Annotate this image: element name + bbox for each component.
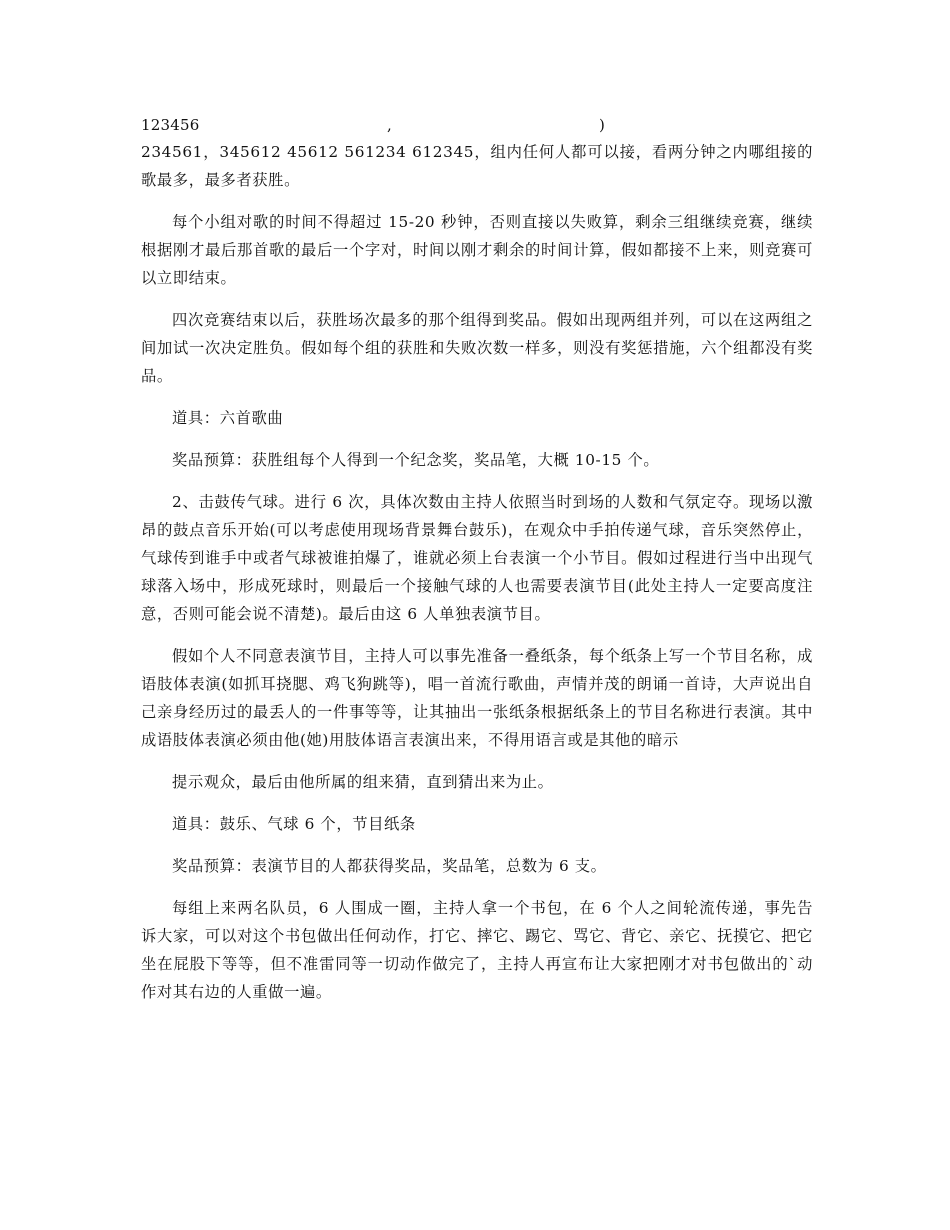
paragraph-guess: 提示观众，最后由他所属的组来猜，直到猜出来为止。 bbox=[172, 773, 554, 791]
fragment-paren: ) bbox=[599, 116, 606, 134]
fragment-line bbox=[141, 112, 813, 138]
paragraph-sequence: 234561，345612 45612 561234 612345，组内任何人都可以接，看两分钟之内哪组接的歌最多，最多者获胜。 bbox=[141, 143, 813, 189]
paragraph-alternative-performance: 假如个人不同意表演节目，主持人可以事先准备一叠纸条，每个纸条上写一个节目名称，成语肢体表演(如抓耳挠腮、鸡飞狗跳等)，唱一首流行歌曲，声情并茂的朗诵一首诗，大声说出自己亲身经历过的最丢人的一件事等等，让其抽出一张纸条根据纸条上的节目名称进行表演。其中成语肢体表演必须由他(她)用肢体语言表演出来，不得用语言或是其他的暗示 bbox=[141, 647, 813, 749]
paragraph-time-limit: 每个小组对歌的时间不得超过 15-20 秒钟，否则直接以失败算，剩余三组继续竞赛，继续根据刚才最后那首歌的最后一个字对，时间以刚才剩余的时间计算，假如都接不上来，则竞赛可以立即结束。 bbox=[141, 213, 813, 287]
paragraph-prize-budget-1: 奖品预算：获胜组每个人得到一个纪念奖，奖品笔，大概 10-15 个。 bbox=[172, 451, 660, 469]
document-page bbox=[141, 112, 813, 1020]
paragraph-prize-budget-2: 奖品预算：表演节目的人都获得奖品，奖品笔，总数为 6 支。 bbox=[172, 857, 607, 875]
paragraph-drum-balloon: 2、击鼓传气球。进行 6 次，具体次数由主持人依照当时到场的人数和气氛定夺。现场以激昂的鼓点音乐开始(可以考虑使用现场背景舞台鼓乐)，在观众中手拍传递气球，音乐突然停止，气球传到谁手中或者气球被谁拍爆了，谁就必须上台表演一个小节目。假如过程进行当中出现气球落入场中，形成死球时，则最后一个接触气球的人也需要表演节目(此处主持人一定要高度注意，否则可能会说不清楚)。最后由这 6 人单独表演节目。 bbox=[141, 493, 813, 623]
fragment-number: 123456 bbox=[141, 116, 200, 134]
paragraph-bag-game: 每组上来两名队员，6 人围成一圈，主持人拿一个书包，在 6 个人之间轮流传递，事先告诉大家，可以对这个书包做出任何动作，打它、摔它、踢它、骂它、背它、亲它、抚摸它、把它坐在屁股下等等，但不准雷同等一切动作做完了，主持人再宣布让大家把刚才对书包做出的`动作对其右边的人重做一遍。 bbox=[141, 899, 813, 1001]
paragraph-props-drum: 道具：鼓乐、气球 6 个，节目纸条 bbox=[172, 815, 416, 833]
fragment-comma: , bbox=[387, 116, 392, 134]
paragraph-props-songs: 道具：六首歌曲 bbox=[172, 409, 284, 427]
paragraph-result: 四次竞赛结束以后，获胜场次最多的那个组得到奖品。假如出现两组并列，可以在这两组之间加试一次决定胜负。假如每个组的获胜和失败次数一样多，则没有奖惩措施，六个组都没有奖品。 bbox=[141, 311, 813, 385]
